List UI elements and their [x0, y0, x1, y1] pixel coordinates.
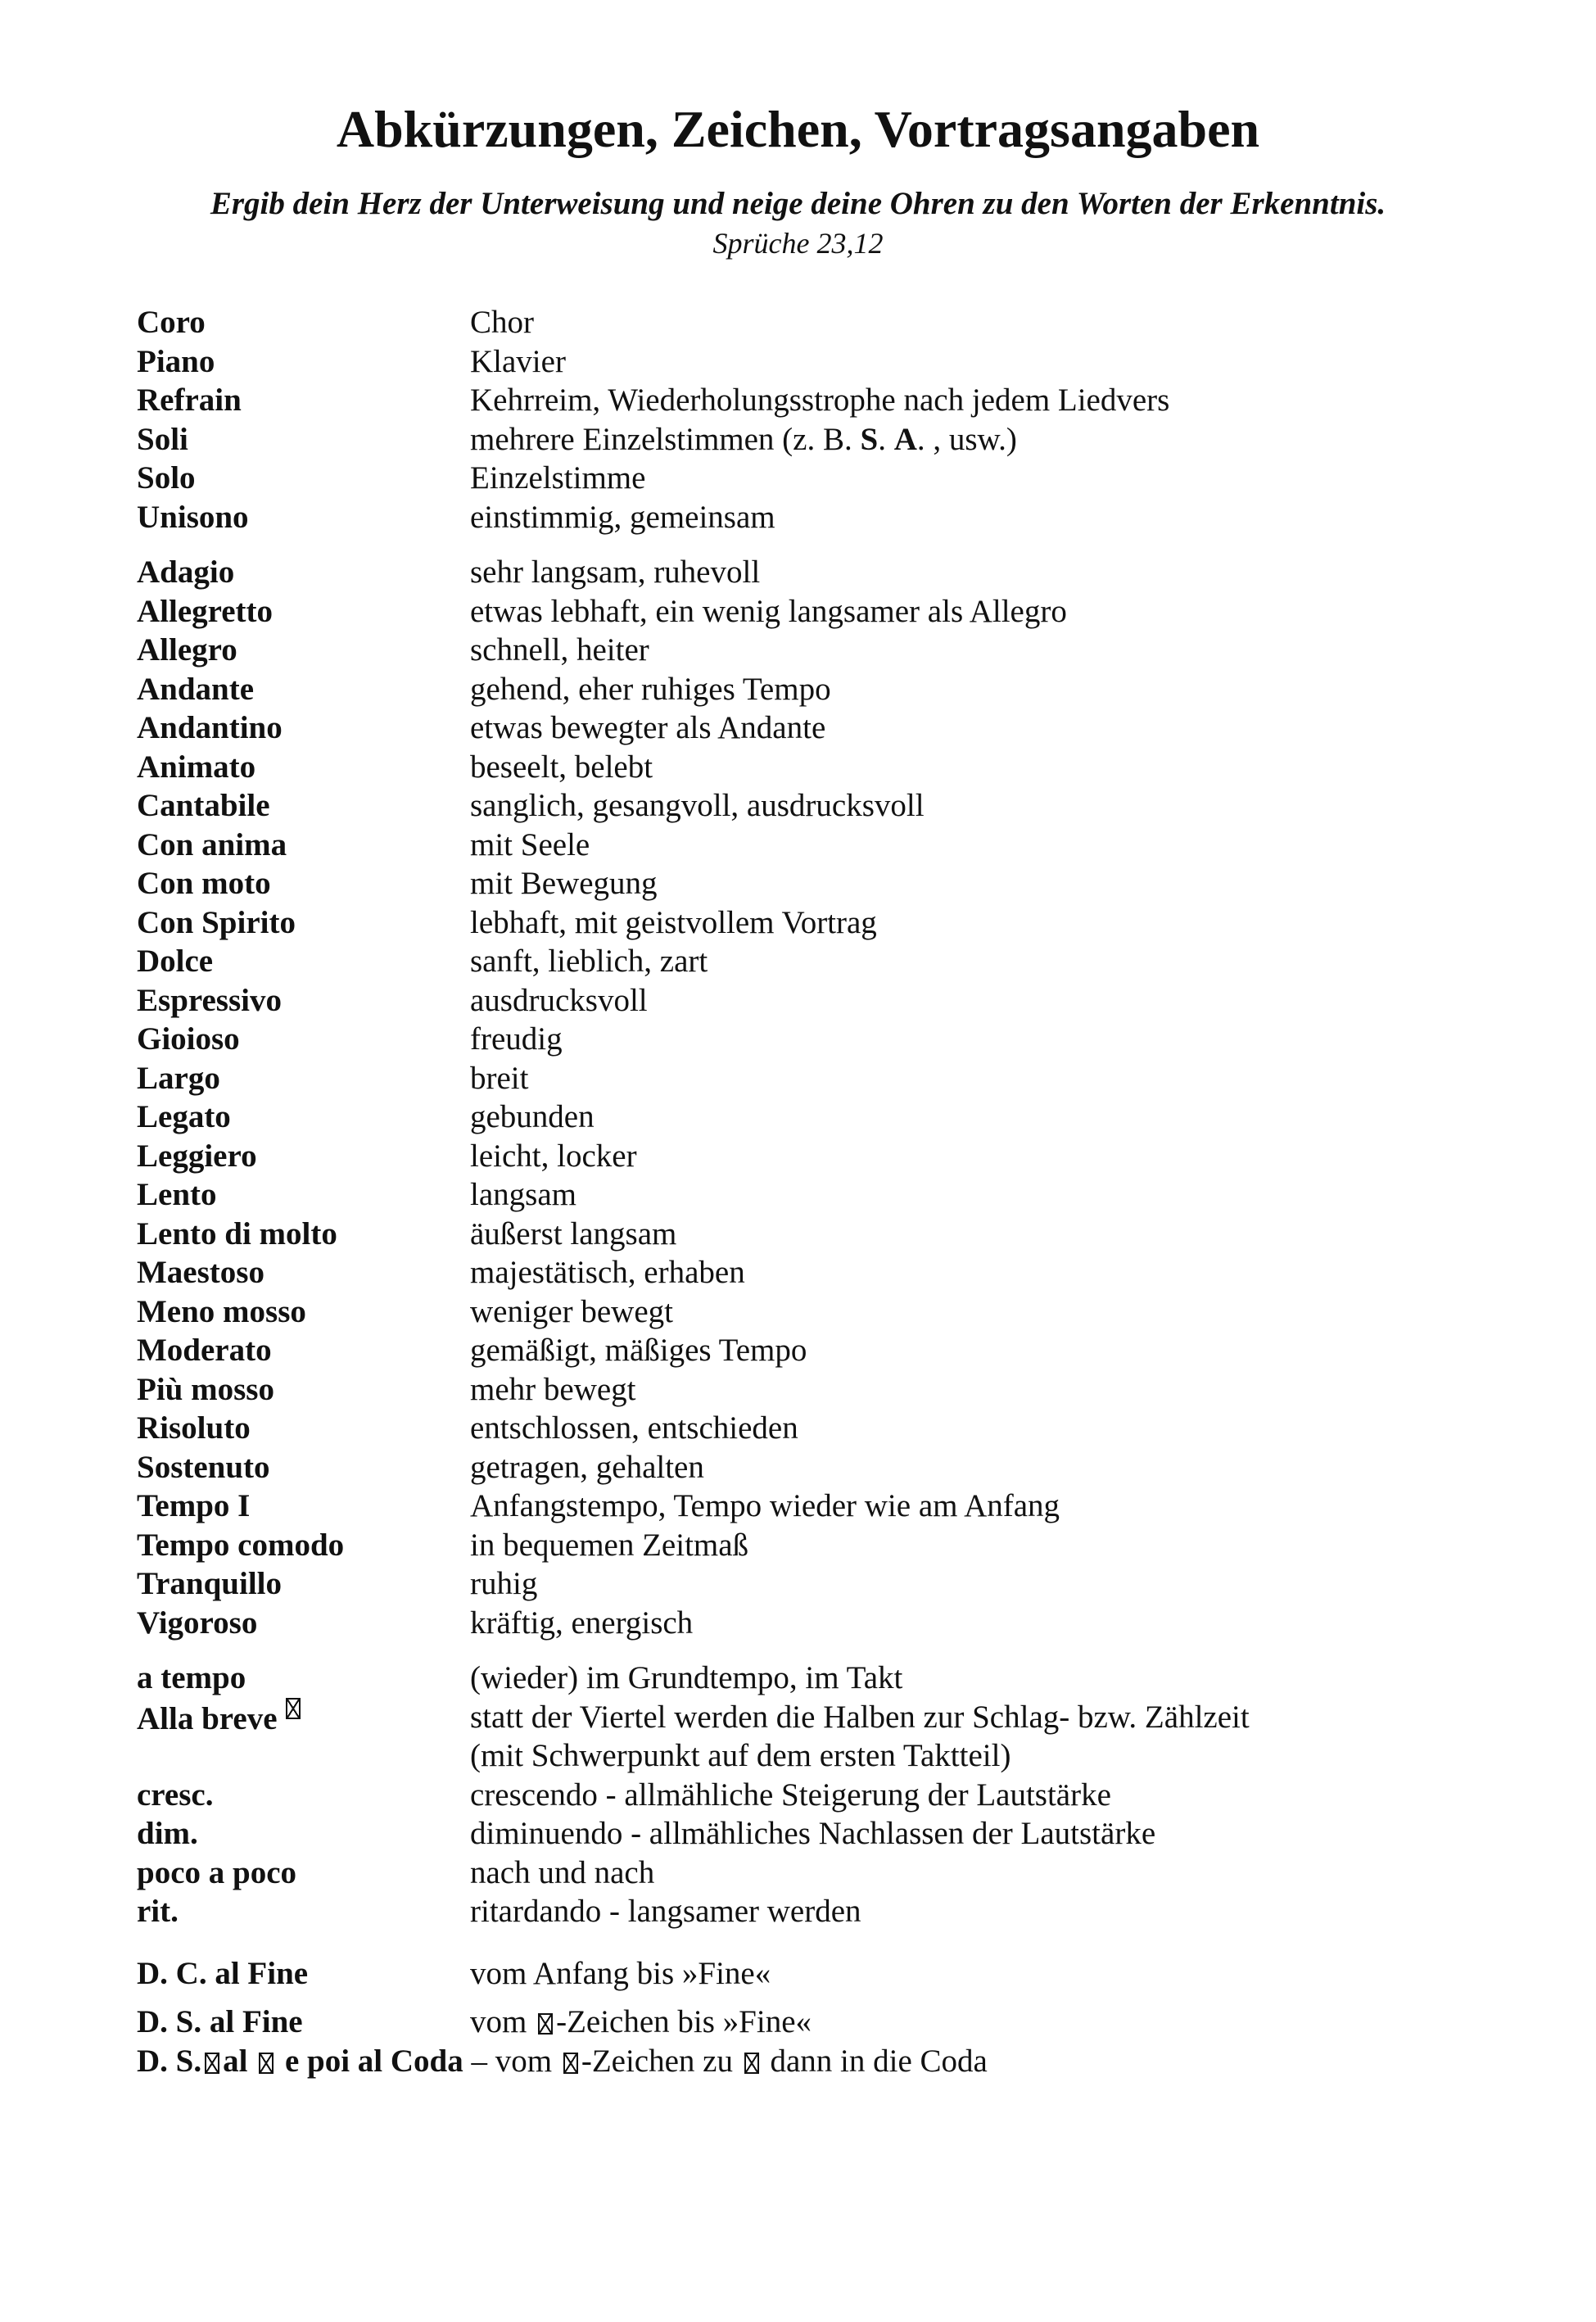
glossary-definition	[470, 420, 1529, 459]
motto-quote: Ergib dein Herz der Unterweisung und neige deine Ohren zu den Worten der Erkenntnis.	[210, 186, 1386, 221]
glossary-term: Con moto	[137, 866, 271, 901]
glossary-definition: entschlossen, entschieden	[470, 1410, 798, 1446]
glossary-term: poco a poco	[137, 1854, 296, 1890]
glossary-definition: einstimmig, gemeinsam	[470, 499, 775, 535]
glossary-row	[137, 592, 1529, 631]
glossary-term: Cantabile	[137, 788, 270, 823]
glossary-row	[137, 1137, 1529, 1176]
glossary-term: Tempo comodo	[137, 1527, 345, 1563]
definition-text: mehrere Einzelstimmen (z. B.	[470, 421, 861, 457]
glossary-row	[137, 498, 1529, 537]
segno-symbol-icon	[205, 2053, 219, 2074]
glossary-term: Dolce	[137, 944, 214, 979]
glossary-definition	[470, 2003, 1529, 2042]
glossary-row	[137, 1659, 1529, 1698]
segno-symbol-icon	[538, 2013, 553, 2035]
glossary-definition: nach und nach	[470, 1854, 655, 1890]
glossary-definition: Kehrreim, Wiederholungsstrophe nach jedem Liedvers	[470, 382, 1170, 418]
page-title: Abkürzungen, Zeichen, Vortragsangaben	[336, 100, 1260, 158]
glossary-row	[137, 1954, 1529, 1994]
glossary-term: Piano	[137, 343, 215, 379]
glossary-row	[137, 1253, 1529, 1292]
glossary-term: cresc.	[137, 1777, 214, 1813]
glossary-definition: beseelt, belebt	[470, 749, 653, 785]
glossary-row	[137, 381, 1529, 420]
glossary-row	[137, 1892, 1529, 1931]
repeat-term-text: D. S.	[137, 2043, 202, 2079]
glossary-row	[137, 1564, 1529, 1604]
definition-text: – vom	[463, 2043, 560, 2079]
glossary-definition: ruhig	[470, 1566, 538, 1601]
glossary-term: Con anima	[137, 826, 287, 862]
glossary-row	[137, 1487, 1529, 1526]
glossary-definition: gehend, eher ruhiges Tempo	[470, 671, 831, 707]
segno-symbol-icon	[563, 2053, 578, 2074]
glossary-group-abbreviations	[137, 1659, 1529, 1931]
definition-line: (mit Schwerpunkt auf dem ersten Taktteil)	[470, 1738, 1011, 1773]
glossary-term: Con Spirito	[137, 904, 296, 940]
glossary-term: Largo	[137, 1060, 220, 1096]
glossary-row	[137, 1814, 1529, 1854]
glossary-term: Sostenuto	[137, 1449, 270, 1485]
glossary-row	[137, 1175, 1529, 1215]
glossary-term: Più mosso	[137, 1371, 274, 1407]
glossary-row	[137, 1331, 1529, 1370]
glossary-row	[137, 459, 1529, 498]
glossary-definition: Klavier	[470, 343, 566, 379]
glossary-definition: ausdrucksvoll	[470, 982, 648, 1018]
glossary-term: Allegretto	[137, 593, 274, 629]
glossary-row	[137, 1059, 1529, 1098]
glossary-definition: leicht, locker	[470, 1138, 637, 1174]
glossary-term: Animato	[137, 749, 256, 785]
glossary-group-repeats	[137, 1954, 1529, 2081]
glossary-definition: freudig	[470, 1021, 563, 1057]
glossary-row	[137, 553, 1529, 592]
glossary-definition: (wieder) im Grundtempo, im Takt	[470, 1660, 903, 1695]
glossary-row	[137, 748, 1529, 787]
glossary-term: rit.	[137, 1894, 179, 1929]
glossary-term: D. S. al Fine	[137, 2004, 303, 2039]
glossary-term: Moderato	[137, 1333, 272, 1368]
glossary-row	[137, 631, 1529, 670]
glossary-row	[137, 670, 1529, 709]
glossary-row	[137, 864, 1529, 903]
glossary-definition: sehr langsam, ruhevoll	[470, 554, 761, 590]
glossary-term: dim.	[137, 1816, 198, 1851]
glossary-definition: äußerst langsam	[470, 1215, 677, 1252]
glossary-term: Gioioso	[137, 1021, 240, 1057]
glossary-term: Leggiero	[137, 1138, 257, 1174]
glossary-definition: ritardando - langsamer werden	[470, 1894, 861, 1929]
definition-text: vom	[470, 2004, 536, 2039]
glossary-row	[137, 942, 1529, 981]
glossary-row	[137, 1526, 1529, 1565]
glossary-term: Risoluto	[137, 1410, 251, 1446]
glossary-term: Legato	[137, 1099, 231, 1134]
definition-text: dann in die Coda	[762, 2043, 988, 2079]
voice-abbr-alto: A	[893, 421, 917, 457]
glossary-row	[137, 1215, 1529, 1254]
glossary-definition: gebunden	[470, 1099, 595, 1134]
glossary-definition: crescendo - allmähliche Steigerung der Lautstärke	[470, 1777, 1111, 1813]
glossary-definition: gemäßigt, mäßiges Tempo	[470, 1333, 807, 1368]
glossary-row	[137, 1370, 1529, 1410]
definition-text: -Zeichen bis »Fine«	[556, 2004, 812, 2039]
glossary-term: Adagio	[137, 554, 235, 590]
motto-source: Sprüche 23,12	[712, 227, 884, 260]
glossary-term: Allegro	[137, 632, 237, 668]
glossary-term: Meno mosso	[137, 1293, 306, 1329]
glossary-term: Andante	[137, 671, 255, 707]
glossary-definition: Einzelstimme	[470, 460, 646, 496]
coda-symbol-icon	[744, 2053, 759, 2074]
glossary-row	[137, 826, 1529, 865]
glossary-row	[137, 1448, 1529, 1487]
glossary-row	[137, 420, 1529, 459]
glossary-term-text: Alla breve	[137, 1700, 278, 1736]
definition-line: statt der Viertel werden die Halben zur Schlag- bzw. Zählzeit	[470, 1699, 1250, 1735]
glossary-definition	[470, 1698, 1529, 1776]
glossary-row	[137, 1854, 1529, 1893]
definition-text: -Zeichen zu	[581, 2043, 741, 2079]
glossary-definition: langsam	[470, 1177, 576, 1212]
glossary-definition: in bequemen Zeitmaß	[470, 1527, 749, 1563]
repeat-term-text: al	[223, 2043, 248, 2079]
glossary-row	[137, 1020, 1529, 1059]
glossary-definition: etwas lebhaft, ein wenig langsamer als Allegro	[470, 593, 1067, 629]
glossary-term: Coro	[137, 305, 206, 340]
glossary-term: Soli	[137, 421, 188, 457]
glossary-definition: sanft, lieblich, zart	[470, 944, 708, 979]
glossary-row	[137, 786, 1529, 826]
glossary-row	[137, 1604, 1529, 1643]
voice-abbr-soprano: S	[860, 421, 879, 457]
glossary-term: a tempo	[137, 1660, 246, 1695]
glossary-row	[137, 981, 1529, 1021]
glossary-term: Espressivo	[137, 982, 282, 1018]
glossary-term: Vigoroso	[137, 1605, 258, 1641]
glossary-definition: Chor	[470, 305, 534, 340]
glossary-group-tempo	[137, 553, 1529, 1642]
glossary-term: Maestoso	[137, 1255, 264, 1290]
glossary-definition: weniger bewegt	[470, 1293, 673, 1329]
glossary-term: D. C. al Fine	[137, 1955, 309, 1991]
glossary-definition: schnell, heiter	[470, 632, 649, 668]
glossary-row	[137, 1409, 1529, 1448]
glossary-definition: mit Seele	[470, 826, 590, 862]
glossary-definition: vom Anfang bis »Fine«	[470, 1955, 771, 1991]
glossary-row	[137, 342, 1529, 382]
glossary-row	[137, 708, 1529, 748]
glossary-row	[137, 2003, 1529, 2042]
glossary-definition: kräftig, energisch	[470, 1605, 694, 1641]
glossary-term: Lento di molto	[137, 1215, 337, 1252]
glossary-definition: etwas bewegter als Andante	[470, 710, 826, 745]
glossary-definition: mehr bewegt	[470, 1371, 636, 1407]
glossary-definition: getragen, gehalten	[470, 1449, 704, 1485]
glossary-row	[137, 1698, 1529, 1776]
glossary-row	[137, 1292, 1529, 1332]
glossary-row	[137, 903, 1529, 943]
glossary	[137, 303, 1529, 2080]
coda-symbol-icon	[259, 2053, 274, 2074]
glossary-row	[137, 303, 1529, 342]
definition-text: . , usw.)	[916, 421, 1017, 457]
glossary-definition: breit	[470, 1060, 529, 1096]
glossary-term: Refrain	[137, 382, 242, 418]
glossary-row	[137, 1776, 1529, 1815]
glossary-term: Andantino	[137, 710, 283, 745]
glossary-term: Tempo I	[137, 1488, 251, 1523]
glossary-term: Unisono	[137, 499, 249, 535]
repeat-term-text: e poi al Coda	[284, 2043, 463, 2079]
alla-breve-symbol-icon	[286, 1698, 301, 1719]
glossary-definition: lebhaft, mit geistvollem Vortrag	[470, 904, 877, 940]
glossary-definition: Anfangstempo, Tempo wieder wie am Anfang	[470, 1488, 1060, 1523]
glossary-term: Tranquillo	[137, 1566, 283, 1601]
definition-text: .	[878, 421, 894, 457]
glossary-term: Solo	[137, 460, 196, 496]
glossary-definition: sanglich, gesangvoll, ausdrucksvoll	[470, 788, 925, 823]
glossary-definition: mit Bewegung	[470, 866, 658, 901]
glossary-row	[137, 1098, 1529, 1137]
glossary-definition: majestätisch, erhaben	[470, 1255, 745, 1290]
glossary-definition: diminuendo - allmähliches Nachlassen der Lautstärke	[470, 1816, 1156, 1851]
glossary-term-alla-breve	[137, 1698, 470, 1776]
glossary-group-ensemble	[137, 303, 1529, 536]
glossary-term: Lento	[137, 1177, 217, 1212]
dal-segno-coda-line	[137, 2042, 1529, 2081]
